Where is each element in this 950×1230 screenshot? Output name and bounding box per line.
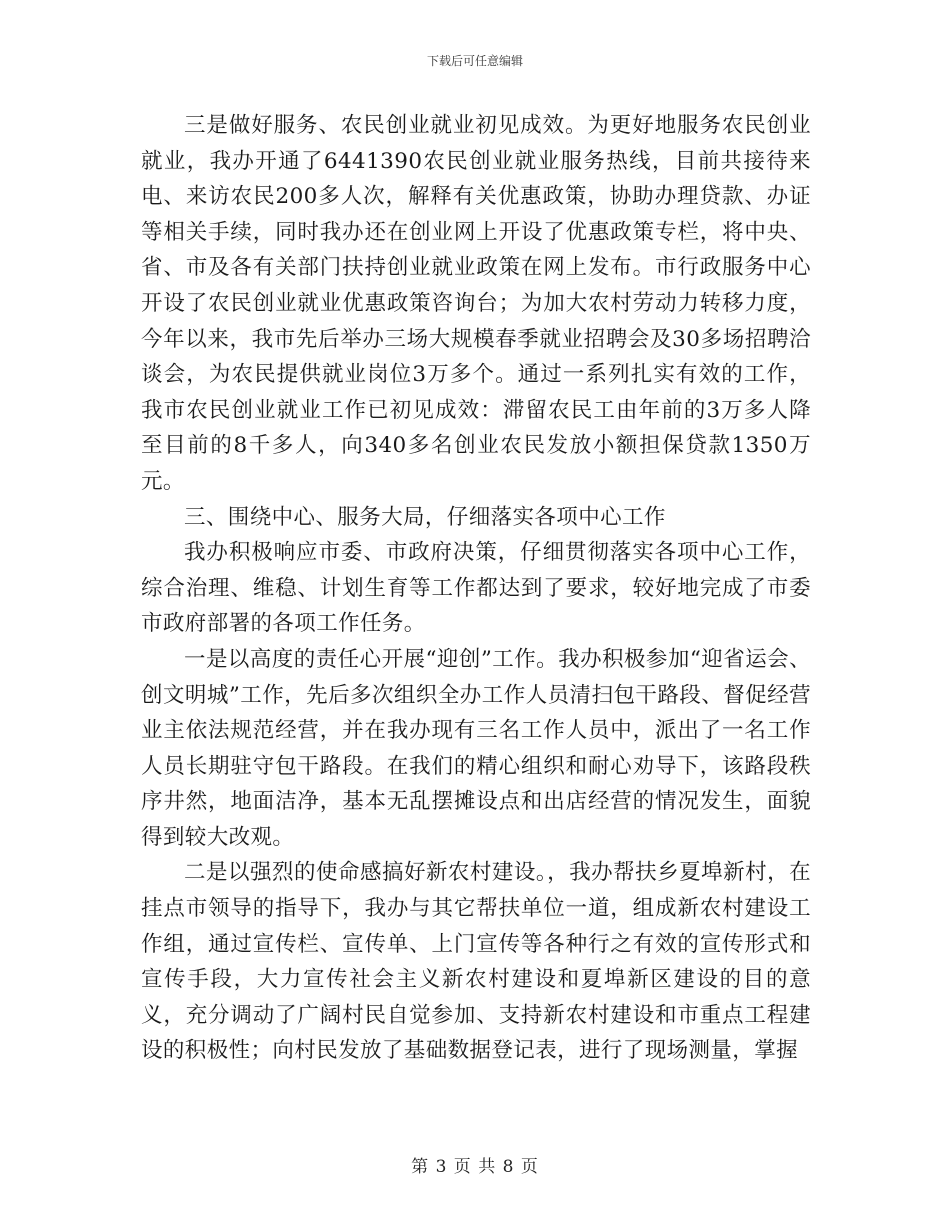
paragraph-service-results: 三是做好服务、农民创业就业初见成效。为更好地服务农民创业就业，我办开通了6441390农民创业就业服务热线，目前共接待来电、来访农民200多人次，解释有关优惠政策，协助办理贷款、办证等相关手续，同时我办还在创业网上开设了优惠政策专栏，将中央、省、市及各有关部门扶持创业就业政策在网上发布。市行政服务中心开设了农民创业就业优惠政策咨询台；为加大农村劳动力转移力度，今年以来，我市先后举办三场大规模春季就业招聘会及30多场招聘洽谈会，为农民提供就业岗位3万多个。通过一系列扎实有效的工作，我市农民创业就业工作已初见成效：滞留农民工由年前的3万多人降至目前的8千多人，向340多名创业农民发放小额担保贷款1350万元。 bbox=[141, 113, 811, 494]
page-header: 下载后可任意编辑 bbox=[426, 54, 523, 68]
paragraph-new-countryside: 二是以强烈的使命感搞好新农村建设。，我办帮扶乡夏埠新村，在挂点市领导的指导下，我办与其它帮扶单位一道，组成新农村建设工作组，通过宣传栏、宣传单、上门宣传等各种行之有效的宣传形式和宣传手段，大力宣传社会主义新农村建设和夏埠新区建设的目的意义，充分调动了广阔村民自觉参加、支持新农村建设和市重点工程建设的积极性；向村民发放了基础数据登记表，进行了现场测量，掌握 bbox=[141, 860, 811, 1064]
paragraph-civilized-city: 一是以高度的责任心开展“迎创”工作。我办积极参加“迎省运会、创文明城”工作，先后多次组织全办工作人员清扫包干路段、督促经营业主依法规范经营，并在我办现有三名工作人员中，派出了一名工作人员长期驻守包干路段。在我们的精心组织和耐心劝导下，该路段秩序井然，地面洁净，基本无乱摆摊设点和出店经营的情况发生，面貌得到较大改观。 bbox=[141, 646, 811, 850]
document-body bbox=[141, 108, 811, 1069]
page-number-footer: 第 3 页 共 8 页 bbox=[411, 1157, 539, 1177]
section-heading-central-work: 三、围绕中心、服务大局，仔细落实各项中心工作 bbox=[184, 504, 666, 530]
paragraph-central-work: 我办积极响应市委、市政府决策，仔细贯彻落实各项中心工作，综合治理、维稳、计划生育等工作都达到了要求，较好地完成了市委市政府部署的各项工作任务。 bbox=[141, 540, 811, 637]
